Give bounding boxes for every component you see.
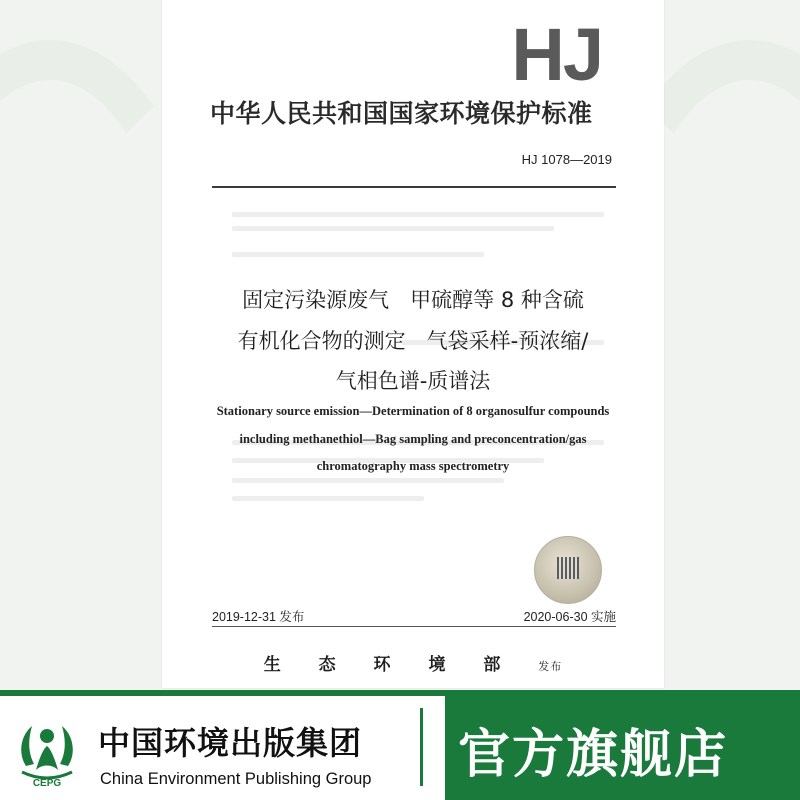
standard-category-title: 中华人民共和国国家环境保护标准 [210, 99, 593, 128]
title-en-line-3: chromatography mass spectrometry [316, 459, 510, 473]
show-through-text [232, 496, 424, 501]
title-zh-line-2: 有机化合物的测定 气袋采样-预浓缩/ [237, 329, 589, 353]
show-through-text [232, 478, 504, 483]
logo-text: CEPG [32, 778, 62, 789]
issuer-name: 生 态 环 境 部 [263, 655, 517, 675]
issuer [162, 650, 664, 675]
standard-code: HJ [511, 13, 602, 96]
publisher-name-cn: 中国环境出版集团 [98, 724, 363, 762]
banner-divider [420, 708, 423, 786]
standard-number: HJ 1078—2019 [521, 152, 612, 167]
show-through-text [232, 212, 604, 217]
show-through-text [232, 226, 554, 231]
anti-counterfeit-seal [534, 536, 602, 604]
publisher-name-en: China Environment Publishing Group [100, 770, 372, 788]
title-zh-line-3: 气相色谱-质谱法 [335, 369, 491, 393]
publisher-banner [0, 690, 800, 800]
publisher-panel [0, 690, 445, 800]
show-through-text [232, 252, 484, 257]
issuer-suffix: 发布 [538, 660, 563, 673]
qr-code-icon [557, 557, 579, 579]
official-store-label: 官方旗舰店 [458, 725, 729, 785]
top-divider [212, 186, 616, 188]
book-cover [162, 0, 664, 688]
implementation-date: 2020-06-30 实施 [523, 610, 616, 624]
release-date: 2019-12-31 发布 [212, 610, 305, 624]
bottom-divider [212, 626, 616, 627]
title-en-line-2: including methanethiol—Bag sampling and preconcentration/gas [239, 432, 587, 446]
title-zh-line-1: 固定污染源废气 甲硫醇等 8 种含硫 [242, 288, 584, 312]
title-en-line-1: Stationary source emission—Determination of 8 organosulfur compounds [216, 404, 610, 418]
